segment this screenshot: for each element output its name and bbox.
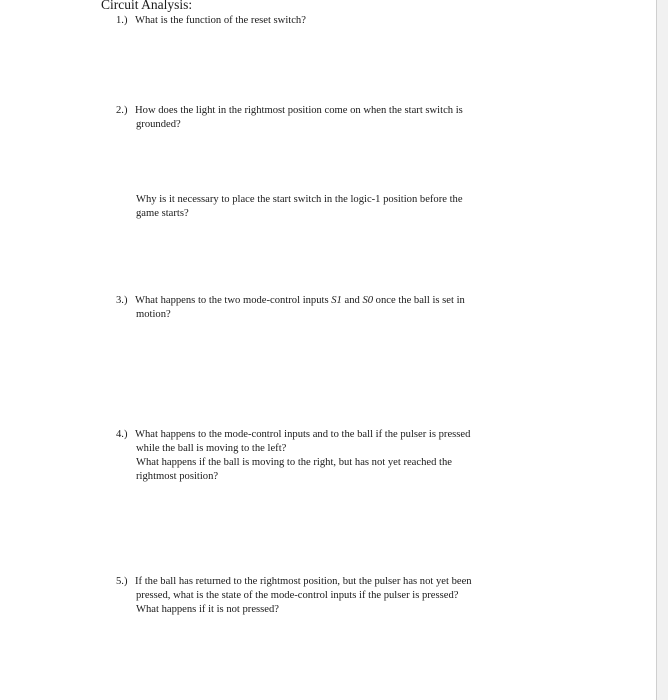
page-heading: Circuit Analysis: [101,0,193,12]
question-3-s1: S1 [331,295,342,306]
question-1-number: 1.) [116,15,128,26]
question-5-line-3: What happens if it is not pressed? [136,604,279,615]
question-3-number: 3.) [116,295,128,306]
question-5-line-2: pressed, what is the state of the mode-control inputs if the pulser is pressed? [136,590,459,601]
question-4 [116,428,470,441]
question-3-s0: S0 [362,295,374,306]
question-3-text-b: and [341,295,363,306]
question-3-text-c: once the ball is set in [373,295,465,306]
question-5-number: 5.) [116,576,128,587]
question-5 [116,575,472,588]
question-3 [116,294,465,307]
page-edge [656,0,668,700]
question-4-line-1: What happens to the mode-control inputs and to the ball if the pulser is pressed [135,429,471,440]
question-3-text-a: What happens to the two mode-control inputs [135,295,332,306]
question-3-line-2: motion? [136,309,171,320]
question-4-line-2: while the ball is moving to the left? [136,443,287,454]
question-2-followup-line-1: Why is it necessary to place the start switch in the logic-1 position before the [136,194,463,205]
question-2-followup-line-2: game starts? [136,208,189,219]
question-2-number: 2.) [116,105,128,116]
question-4-line-4: rightmost position? [136,471,219,482]
question-2-line-1: How does the light in the rightmost position come on when the start switch is [135,105,463,116]
question-1-text: What is the function of the reset switch? [135,15,306,26]
question-4-number: 4.) [116,429,128,440]
question-2 [116,104,463,117]
question-4-line-3: What happens if the ball is moving to the right, but has not yet reached the [136,457,452,468]
question-2-line-2: grounded? [136,119,181,130]
question-1 [116,14,306,27]
question-5-line-1: If the ball has returned to the rightmost position, but the pulser has not yet been [135,576,472,587]
